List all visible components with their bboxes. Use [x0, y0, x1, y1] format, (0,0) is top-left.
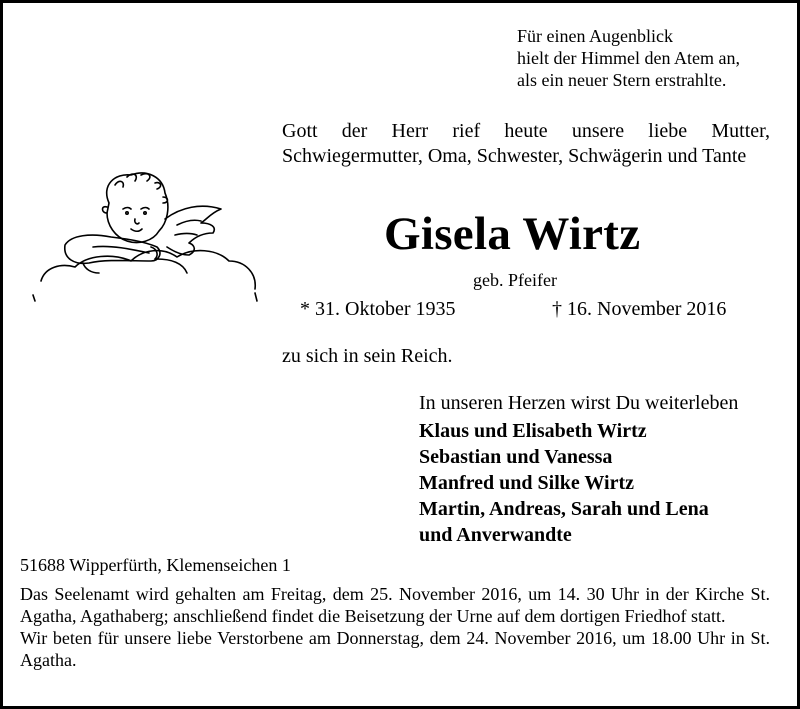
heart-line: In unseren Herzen wirst Du weiterleben — [419, 392, 739, 414]
deceased-name: Gisela Wirtz — [384, 208, 641, 260]
death-date: † 16. November 2016 — [552, 298, 727, 320]
poem-line-1: Für einen Augenblick — [517, 26, 673, 46]
address: 51688 Wipperfürth, Klemenseichen 1 — [20, 555, 291, 575]
maiden-name: geb. Pfeifer — [473, 270, 557, 290]
prayer-text: Wir beten für unsere liebe Verstorbene am Donnerstag, dem 24. November 2016, um 18.00 Uhr in St. Agatha. — [20, 628, 770, 670]
requiem-text: Das Seelenamt wird gehalten am Freitag, dem 25. November 2016, um 14. 30 Uhr in der Kirche St. Agatha, Agathaberg; anschließend findet die Beisetzung der Urne auf dem dortigen Friedhof statt. — [20, 584, 770, 626]
poem-line-2: hielt der Himmel den Atem an, — [517, 48, 740, 68]
service-info — [20, 583, 770, 671]
closing-line: zu sich in sein Reich. — [282, 345, 453, 367]
birth-date: * 31. Oktober 1935 — [300, 298, 456, 320]
intro-text: Gott der Herr rief heute unsere liebe Mutter, Schwiegermutter, Oma, Schwester, Schwägerin und Tante — [282, 120, 770, 167]
family-member: Klaus und Elisabeth Wirtz — [419, 420, 647, 442]
family-member: Manfred und Silke Wirtz — [419, 472, 635, 494]
poem — [517, 25, 740, 91]
family-member: und Anverwandte — [419, 524, 572, 546]
family-list — [419, 418, 709, 548]
cherub-on-cloud-icon — [31, 163, 263, 313]
family-member: Martin, Andreas, Sarah und Lena — [419, 498, 709, 520]
family-member: Sebastian und Vanessa — [419, 446, 613, 468]
poem-line-3: als ein neuer Stern erstrahlte. — [517, 70, 727, 90]
